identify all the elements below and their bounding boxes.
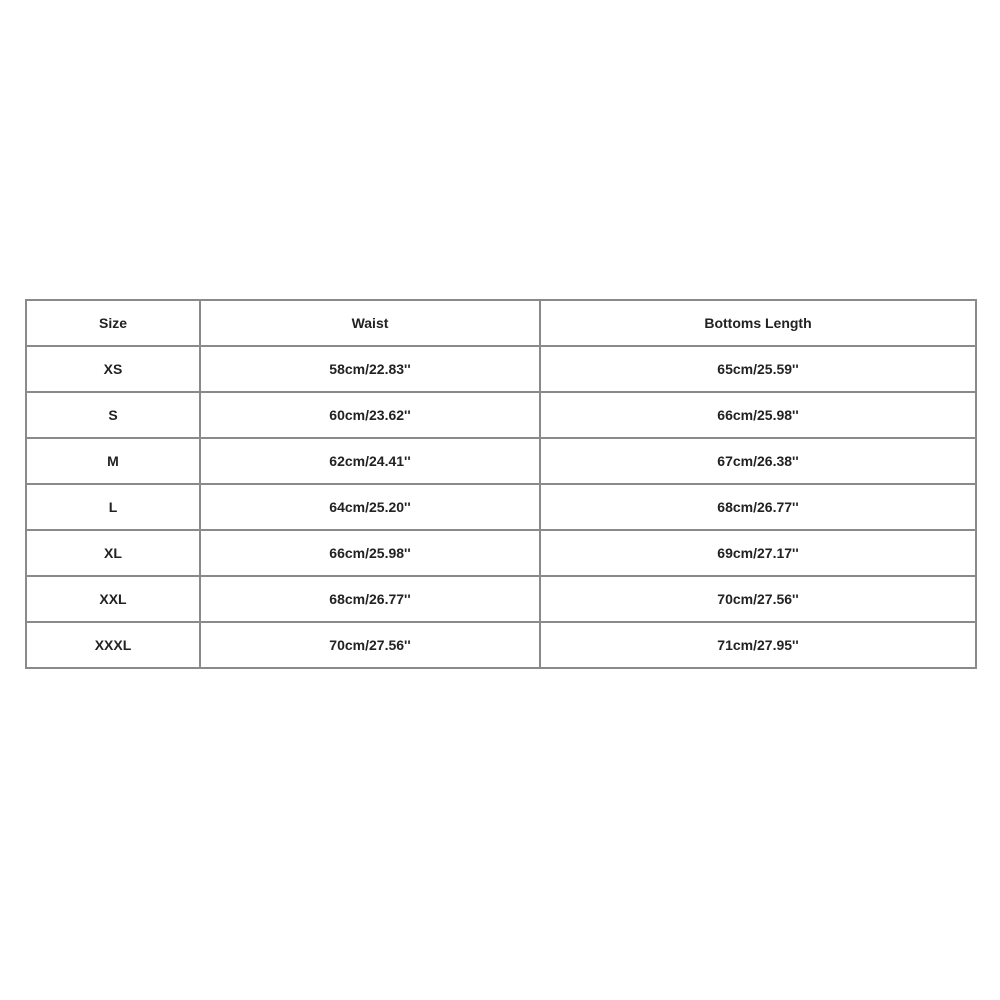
header-waist: Waist xyxy=(200,300,540,346)
cell-size: XS xyxy=(26,346,200,392)
cell-waist: 60cm/23.62'' xyxy=(200,392,540,438)
table-row xyxy=(26,622,976,668)
table-row xyxy=(26,438,976,484)
cell-bottoms-length: 69cm/27.17'' xyxy=(540,530,976,576)
table-header-row xyxy=(26,300,976,346)
cell-bottoms-length: 68cm/26.77'' xyxy=(540,484,976,530)
cell-bottoms-length: 71cm/27.95'' xyxy=(540,622,976,668)
table-row xyxy=(26,392,976,438)
size-chart-table xyxy=(25,299,977,669)
cell-size: L xyxy=(26,484,200,530)
cell-waist: 64cm/25.20'' xyxy=(200,484,540,530)
cell-bottoms-length: 66cm/25.98'' xyxy=(540,392,976,438)
cell-waist: 68cm/26.77'' xyxy=(200,576,540,622)
table-row xyxy=(26,484,976,530)
table-row xyxy=(26,576,976,622)
cell-size: XXL xyxy=(26,576,200,622)
cell-size: S xyxy=(26,392,200,438)
table-row xyxy=(26,530,976,576)
cell-size: XXXL xyxy=(26,622,200,668)
cell-bottoms-length: 65cm/25.59'' xyxy=(540,346,976,392)
table-row xyxy=(26,346,976,392)
header-size: Size xyxy=(26,300,200,346)
header-bottoms-length: Bottoms Length xyxy=(540,300,976,346)
cell-size: XL xyxy=(26,530,200,576)
cell-size: M xyxy=(26,438,200,484)
cell-waist: 66cm/25.98'' xyxy=(200,530,540,576)
cell-waist: 58cm/22.83'' xyxy=(200,346,540,392)
cell-bottoms-length: 67cm/26.38'' xyxy=(540,438,976,484)
cell-bottoms-length: 70cm/27.56'' xyxy=(540,576,976,622)
cell-waist: 70cm/27.56'' xyxy=(200,622,540,668)
cell-waist: 62cm/24.41'' xyxy=(200,438,540,484)
